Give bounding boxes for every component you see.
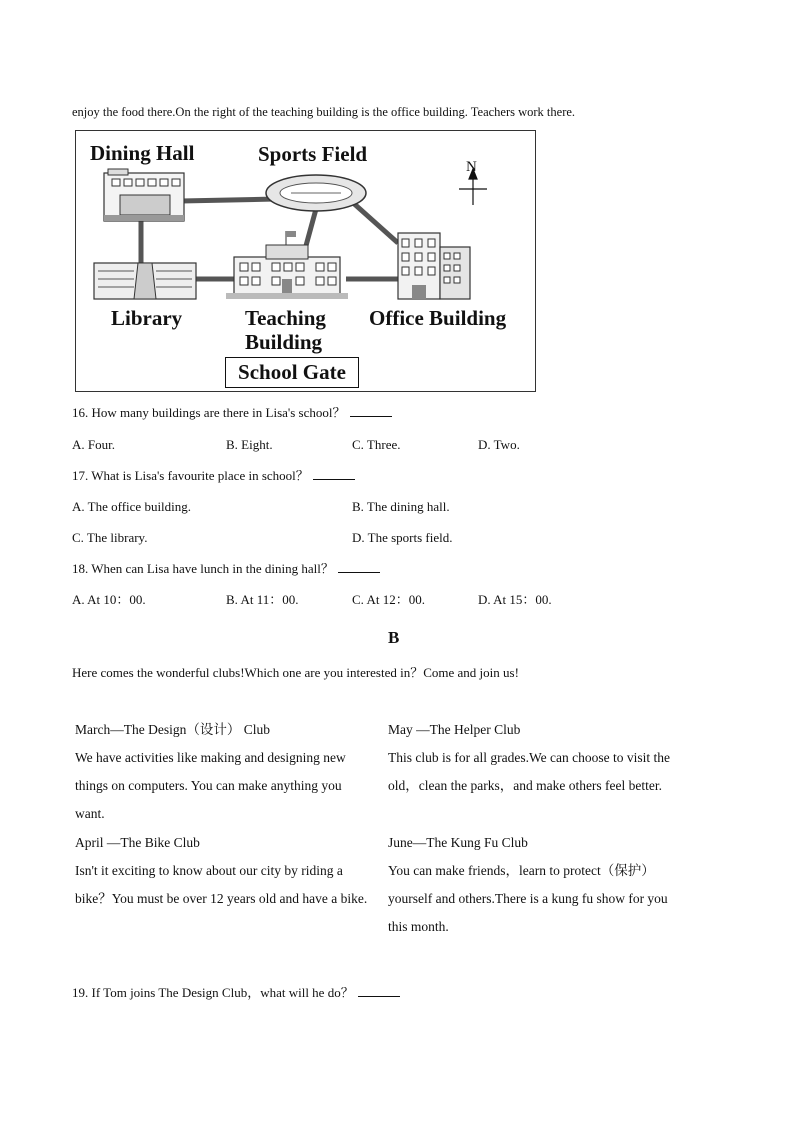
sports-field-track (266, 175, 366, 211)
map-label-dining-hall: Dining Hall (90, 141, 195, 165)
library-building (94, 263, 196, 299)
club-helper (388, 716, 672, 800)
question-19-text: 19. If Tom joins The Design Club，what will he do？ (72, 985, 354, 1000)
club-bike-title: April —The Bike Club (75, 835, 200, 850)
club-kungfu-title: June—The Kung Fu Club (388, 835, 528, 850)
club-helper-title: May —The Helper Club (388, 722, 521, 737)
map-label-teaching-1: Teaching (245, 306, 326, 330)
question-16 (72, 405, 392, 421)
answer-blank (350, 405, 392, 417)
club-bike (75, 829, 379, 913)
section-b-intro: Here comes the wonderful clubs!Which one are you interested in？Come and join us! (72, 665, 519, 680)
option-16-d: D. Two. (478, 437, 520, 452)
club-design-title: March—The Design（设计） Club (75, 722, 270, 737)
question-18 (72, 561, 380, 577)
option-16-a: A. Four. (72, 437, 115, 452)
dining-hall-building (104, 169, 184, 221)
option-17-d: D. The sports field. (352, 530, 453, 545)
question-19 (72, 985, 400, 1001)
school-map (75, 130, 536, 392)
office-building (398, 233, 470, 299)
option-17-a: A. The office building. (72, 499, 192, 514)
club-kungfu (388, 829, 670, 941)
question-17-text: 17. What is Lisa's favourite place in school？ (72, 468, 309, 483)
option-16-c: C. Three. (352, 437, 401, 452)
option-17-b: B. The dining hall. (352, 499, 450, 514)
option-16-b: B. Eight. (226, 437, 273, 452)
club-design (75, 716, 365, 828)
answer-blank (358, 985, 400, 997)
option-18-b: B. At 11：00. (226, 592, 299, 607)
club-helper-text: This club is for all grades.We can choose to visit the old，clean the parks，and make others feel better. (388, 750, 670, 793)
question-18-text: 18. When can Lisa have lunch in the dining hall？ (72, 561, 334, 576)
question-16-text: 16. How many buildings are there in Lisa's school？ (72, 405, 346, 420)
teaching-building (226, 231, 348, 299)
option-18-c: C. At 12：00. (352, 592, 425, 607)
map-label-teaching-2: Building (245, 330, 323, 354)
question-17 (72, 468, 355, 484)
club-bike-text: Isn't it exciting to know about our city by riding a bike？You must be over 12 years old and have a bike. (75, 863, 368, 906)
answer-blank (338, 561, 380, 573)
answer-blank (313, 468, 355, 480)
map-label-school-gate: School Gate (238, 360, 346, 384)
intro-line: enjoy the food there.On the right of the teaching building is the office building. Teachers work there. (72, 105, 576, 119)
map-label-office-building: Office Building (369, 306, 507, 330)
map-label-north: N (466, 159, 477, 175)
option-17-c: C. The library. (72, 530, 148, 545)
club-kungfu-text: You can make friends，learn to protect（保护） yourself and others.There is a kung fu show for you this month. (388, 863, 668, 934)
option-18-d: D. At 15：00. (478, 592, 552, 607)
club-design-text: We have activities like making and designing new things on computers. You can make anything you want. (75, 750, 346, 821)
map-label-sports-field: Sports Field (258, 142, 368, 166)
map-label-library: Library (111, 306, 183, 330)
option-18-a: A. At 10：00. (72, 592, 146, 607)
school-gate-box (225, 357, 359, 388)
section-b-heading: B (388, 628, 400, 647)
